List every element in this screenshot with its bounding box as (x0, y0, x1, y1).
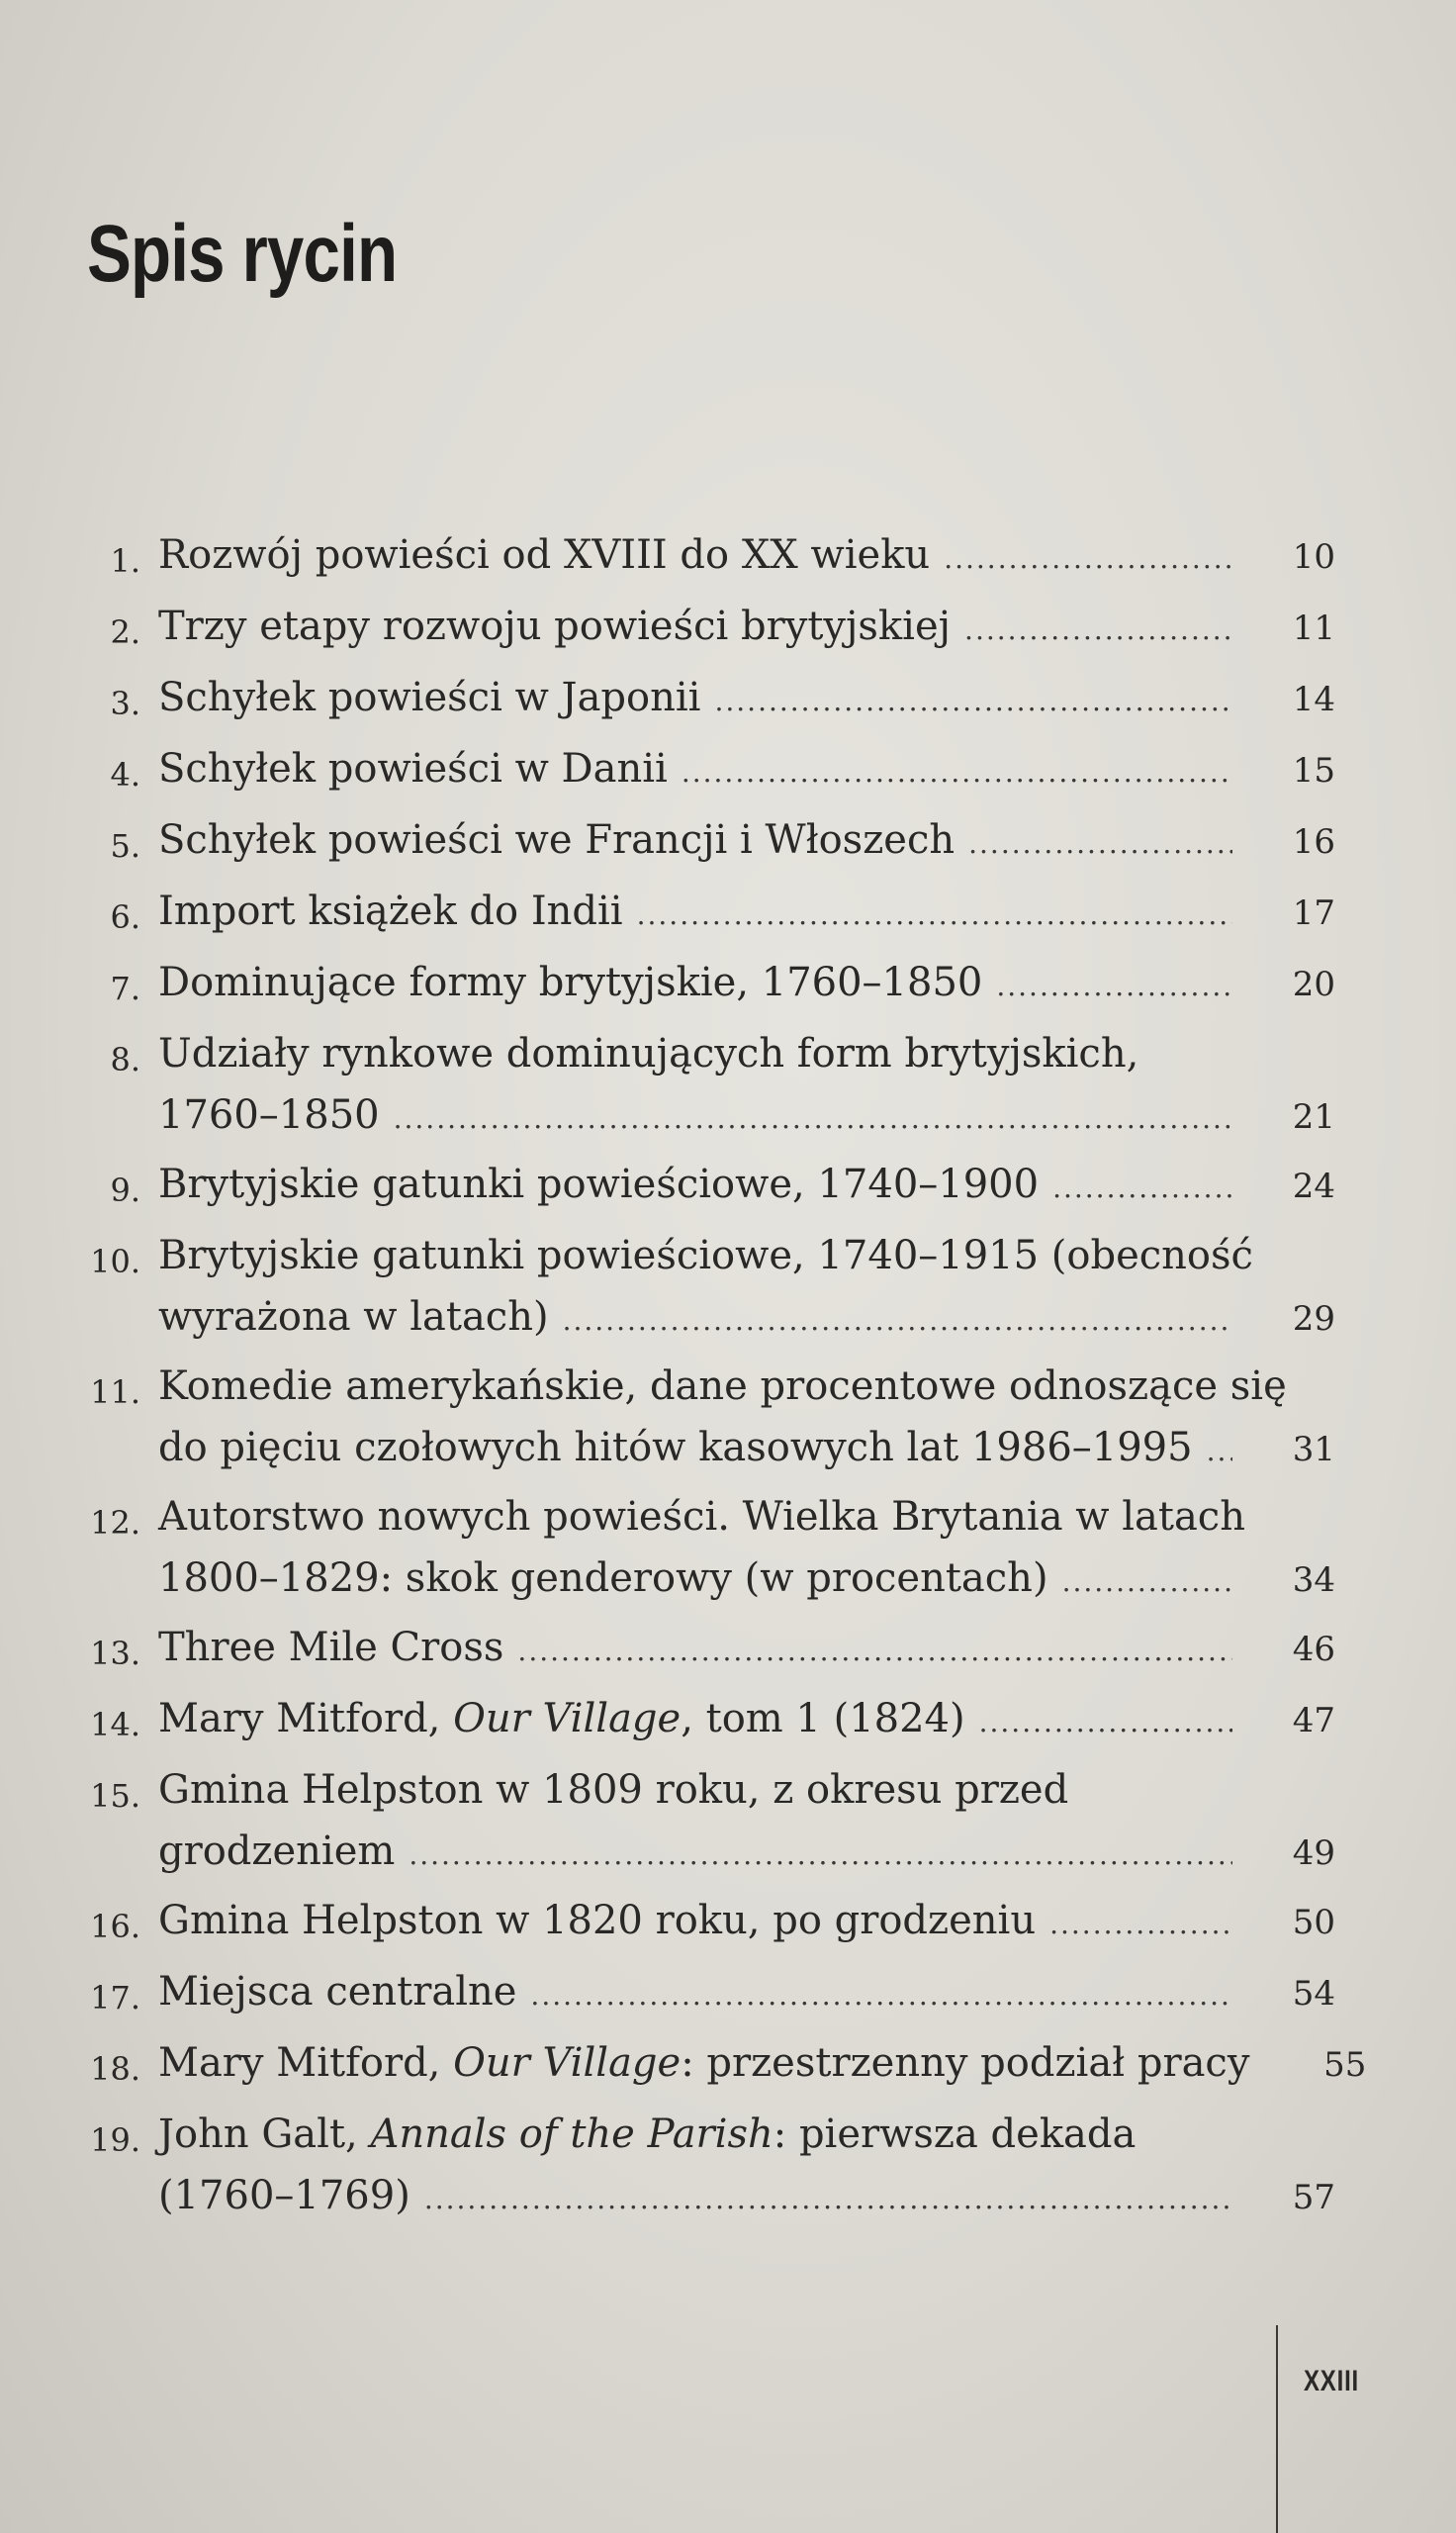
toc-entry-3 (69, 667, 1335, 734)
entry-page: 10 (1292, 537, 1335, 577)
dot-leader (968, 813, 1232, 875)
entry-page: 17 (1292, 893, 1335, 933)
entry-title-italic: Our Village (453, 1696, 682, 1741)
entry-number: 3. (110, 685, 140, 722)
entry-number: 2. (110, 613, 140, 651)
entry-title-part: Mary Mitford, (158, 1696, 454, 1741)
entry-title (158, 2032, 1249, 2094)
folio-rule (1276, 2325, 1278, 2533)
entry-title (158, 1688, 965, 1749)
entry-page: 54 (1292, 1974, 1335, 2014)
dot-leader (682, 742, 1232, 803)
entry-page: 47 (1292, 1701, 1335, 1740)
entry-number: 5. (110, 827, 140, 865)
entry-title: Trzy etapy rozwoju powieści brytyjskiej (158, 604, 952, 649)
entry-title-line: Brytyjskie gatunki powieściowe, 1740–1915 (obecność (158, 1233, 1253, 1278)
entry-number: 15. (90, 1777, 140, 1815)
entry-title: Dominujące formy brytyjskie, 1760–1850 (158, 960, 983, 1005)
entry-page: 24 (1292, 1167, 1335, 1206)
entry-title: Rozwój powieści od XVIII do XX wieku (158, 532, 931, 578)
dot-leader (996, 956, 1232, 1017)
entry-title: Schyłek powieści we Francji i Włoszech (158, 817, 956, 863)
dot-leader (394, 1088, 1232, 1150)
entry-page: 49 (1292, 1833, 1335, 1873)
entry-number: 6. (110, 898, 140, 936)
entry-title: Import książek do Indii (158, 889, 623, 934)
dot-leader (1052, 1158, 1232, 1219)
toc-entry-1 (69, 524, 1335, 592)
entry-page: 15 (1292, 751, 1335, 791)
dot-leader (1207, 1421, 1232, 1482)
dot-leader (979, 1692, 1232, 1753)
toc-entry-7 (69, 952, 1335, 1019)
toc-entry-17 (69, 1961, 1335, 2028)
entry-number: 9. (110, 1172, 140, 1209)
entry-number: 17. (90, 1979, 140, 2017)
toc-entry-12 (69, 1486, 1335, 1613)
entry-title: Schyłek powieści w Danii (158, 746, 668, 792)
toc-entry-2 (69, 596, 1335, 663)
toc-entry-5 (69, 809, 1335, 877)
entry-page: 50 (1292, 1903, 1335, 1942)
entry-title-cont: do pięciu czołowych hitów kasowych lat 1986–1995 (158, 1425, 1193, 1470)
toc-entry-14 (69, 1688, 1335, 1755)
dot-leader (964, 600, 1232, 661)
entry-page: 11 (1292, 609, 1335, 648)
dot-leader (563, 1290, 1232, 1352)
toc-entry-10 (69, 1225, 1335, 1352)
entry-number: 12. (90, 1504, 140, 1542)
dot-leader (424, 2169, 1232, 2230)
entry-title-italic: Annals of the Parish (370, 2111, 774, 2157)
toc-entry-11 (69, 1356, 1335, 1482)
entry-title-part: : przestrzenny podział pracy (681, 2040, 1250, 2086)
entry-title-cont: wyrażona w latach) (158, 1294, 549, 1340)
toc-entry-15 (69, 1759, 1335, 1886)
entry-number: 18. (90, 2050, 140, 2088)
entry-page: 46 (1292, 1630, 1335, 1669)
entry-title: Three Mile Cross (158, 1625, 504, 1670)
entry-title-cont: (1760–1769) (158, 2173, 410, 2218)
dot-leader (714, 671, 1232, 732)
entry-title-part: Mary Mitford, (158, 2040, 454, 2086)
entry-page: 34 (1292, 1560, 1335, 1600)
entry-title-italic: Our Village (453, 2040, 682, 2086)
entry-title-part: : pierwsza dekada (773, 2111, 1137, 2157)
entry-title-cont: 1760–1850 (158, 1092, 380, 1138)
toc-entry-16 (69, 1890, 1335, 1957)
entry-number: 4. (110, 756, 140, 794)
entry-title-line: Gmina Helpston w 1809 roku, z okresu przed (158, 1767, 1069, 1813)
entry-number: 13. (90, 1635, 140, 1672)
toc-entry-6 (69, 881, 1335, 948)
toc-entry-9 (69, 1154, 1335, 1221)
dot-leader (409, 1825, 1232, 1886)
entry-page: 14 (1292, 680, 1335, 719)
entry-title-cont: grodzeniem (158, 1829, 396, 1874)
dot-leader (637, 885, 1232, 946)
toc-entry-13 (69, 1617, 1335, 1684)
entry-number: 19. (90, 2121, 140, 2159)
dot-leader (944, 528, 1232, 590)
entry-page: 31 (1292, 1430, 1335, 1469)
entry-page: 21 (1292, 1097, 1335, 1137)
toc-entry-4 (69, 738, 1335, 805)
entry-number: 8. (110, 1041, 140, 1079)
entry-number: 16. (90, 1908, 140, 1945)
entry-title-line: Autorstwo nowych powieści. Wielka Brytania w latach (158, 1494, 1245, 1540)
entry-page: 57 (1292, 2178, 1335, 2217)
toc-entry-19 (69, 2104, 1335, 2230)
dot-leader (530, 1965, 1232, 2026)
dot-leader (517, 1621, 1232, 1682)
entry-title-cont: 1800–1829: skok genderowy (w procentach) (158, 1555, 1048, 1601)
entry-title: Miejsca centralne (158, 1969, 517, 2015)
entry-number: 11. (90, 1373, 140, 1411)
list-of-figures (69, 524, 1367, 2234)
page-folio: XXIII (1304, 2365, 1360, 2397)
toc-entry-18 (69, 2032, 1367, 2100)
entry-title-line: Udziały rynkowe dominujących form brytyjskich, (158, 1031, 1139, 1077)
entry-page: 16 (1292, 822, 1335, 862)
entry-title: Schyłek powieści w Japonii (158, 675, 701, 720)
entry-title-line: Komedie amerykańskie, dane procentowe odnoszące się (158, 1363, 1287, 1409)
entry-number: 1. (110, 542, 140, 580)
entry-number: 14. (90, 1706, 140, 1743)
dot-leader (1062, 1551, 1232, 1613)
entry-number: 10. (90, 1243, 140, 1280)
dot-leader (1049, 1894, 1232, 1955)
entry-title-part: John Galt, (158, 2111, 371, 2157)
entry-page: 29 (1292, 1299, 1335, 1339)
entry-number: 7. (110, 970, 140, 1007)
entry-title-line (158, 2104, 1335, 2165)
entry-title-part: , tom 1 (1824) (681, 1696, 965, 1741)
entry-page: 20 (1292, 965, 1335, 1004)
entry-page: 55 (1323, 2045, 1367, 2085)
entry-title: Gmina Helpston w 1820 roku, po grodzeniu (158, 1898, 1037, 1943)
toc-entry-8 (69, 1023, 1335, 1150)
page-title: Spis rycin (87, 209, 398, 299)
entry-title: Brytyjskie gatunki powieściowe, 1740–1900 (158, 1162, 1040, 1207)
